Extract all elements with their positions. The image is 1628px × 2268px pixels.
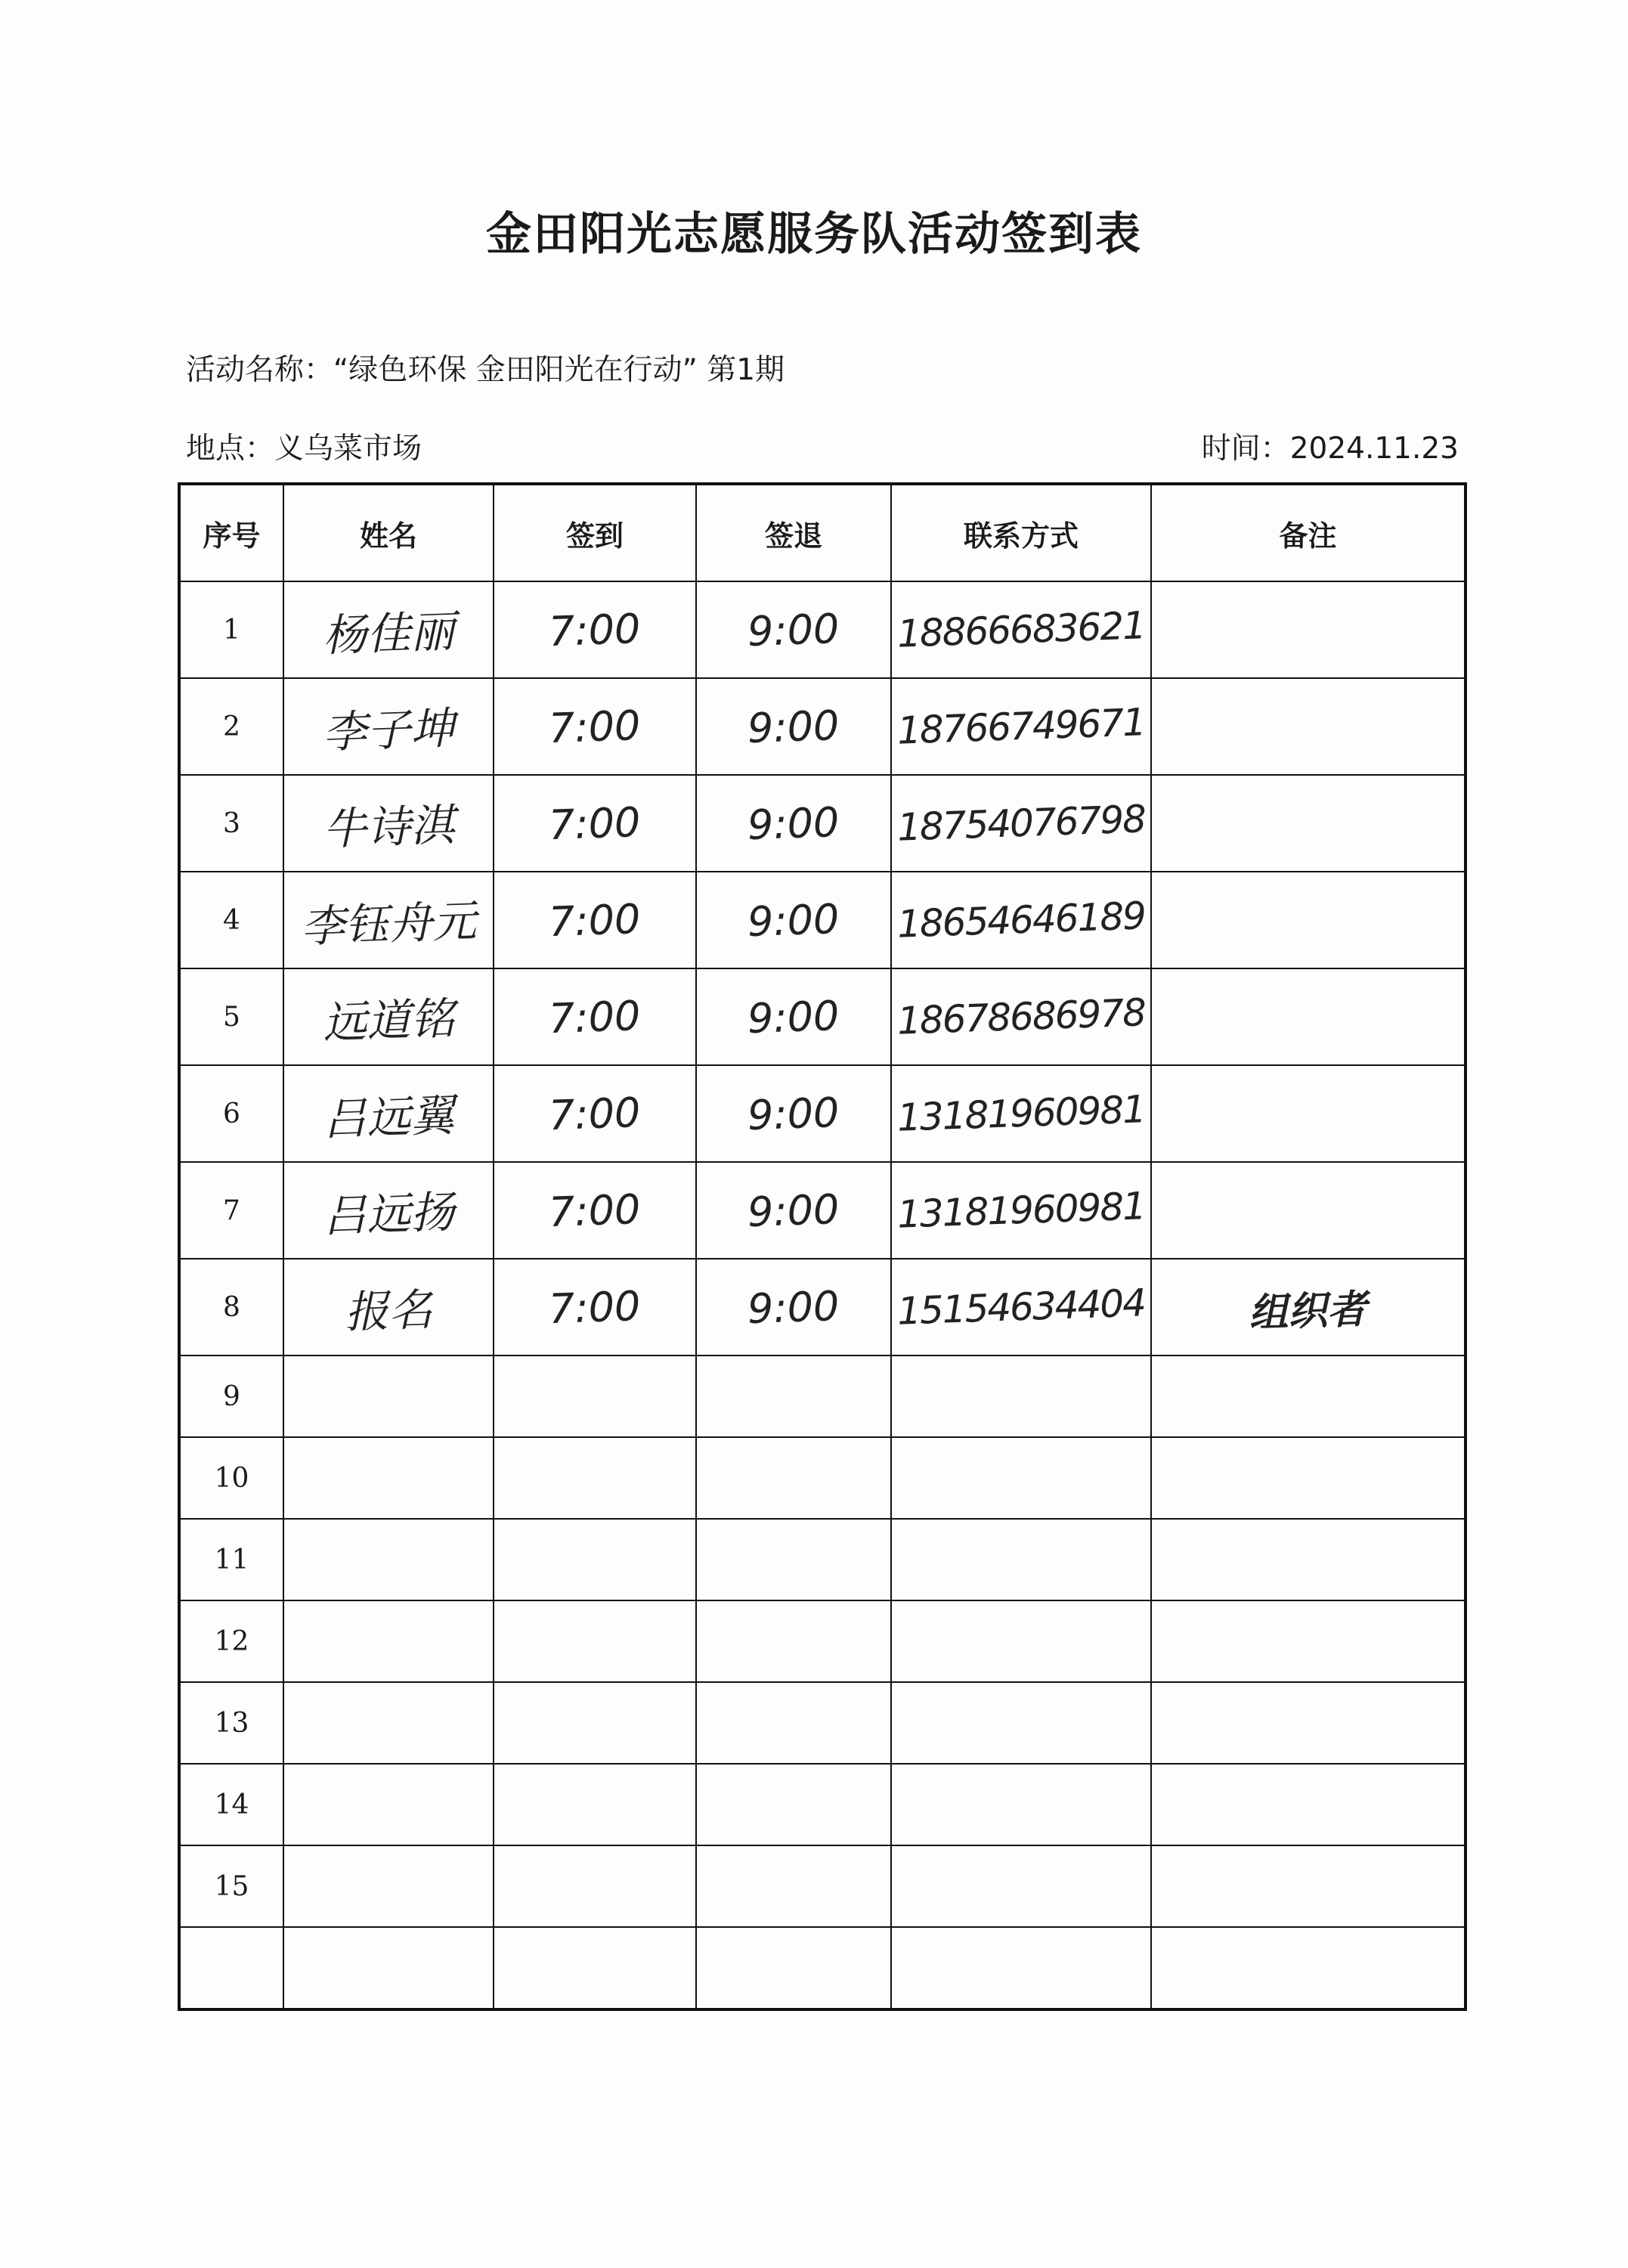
- table-row: [179, 968, 1466, 1065]
- cell-name-text: 报名: [344, 1283, 434, 1339]
- cell-sign-out-text: 9:00: [747, 798, 840, 849]
- cell-sign-in: [494, 1764, 696, 1845]
- cell-seq: [179, 1682, 283, 1764]
- cell-sign-in: [494, 1259, 696, 1356]
- table-row: [179, 1519, 1466, 1600]
- cell-contact: [891, 1764, 1151, 1845]
- cell-sign-in-text: 7:00: [548, 701, 642, 752]
- cell-sign-in: [494, 1927, 696, 2009]
- cell-seq-text: 11: [214, 1544, 249, 1576]
- time-label: 时间：: [1201, 432, 1290, 466]
- cell-sign-out: [696, 1162, 891, 1259]
- cell-name: [283, 1519, 494, 1600]
- cell-name: [283, 1065, 494, 1162]
- cell-name: [283, 1356, 494, 1437]
- cell-sign-out-text: 9:00: [747, 1088, 840, 1139]
- header-name: 姓名: [283, 484, 494, 581]
- cell-contact-text: 13181960981: [896, 1087, 1146, 1140]
- cell-note: [1151, 872, 1466, 968]
- sign-in-table: [178, 482, 1467, 2011]
- cell-contact: [891, 1519, 1151, 1600]
- cell-contact-text: 15154634404: [896, 1281, 1146, 1334]
- activity-label: 活动名称：: [186, 353, 334, 387]
- cell-name: [283, 968, 494, 1065]
- cell-contact: [891, 968, 1151, 1065]
- cell-contact: [891, 1437, 1151, 1519]
- cell-note: [1151, 1682, 1466, 1764]
- cell-name-text: 李钰舟元: [300, 894, 478, 953]
- cell-note: [1151, 775, 1466, 872]
- table-row: [179, 1162, 1466, 1259]
- cell-contact: [891, 678, 1151, 775]
- cell-name: [283, 1682, 494, 1764]
- cell-note: [1151, 678, 1466, 775]
- cell-seq-text: 10: [214, 1462, 249, 1494]
- cell-seq-text: 15: [214, 1870, 249, 1902]
- time-line: [1202, 425, 1459, 467]
- cell-sign-out: [696, 1764, 891, 1845]
- cell-note: [1151, 1764, 1466, 1845]
- cell-seq-text: 12: [214, 1625, 249, 1657]
- cell-sign-out: [696, 1437, 891, 1519]
- cell-contact: [891, 1927, 1151, 2009]
- header-contact: 联系方式: [891, 484, 1151, 581]
- cell-contact: [891, 1600, 1151, 1682]
- cell-sign-in: [494, 968, 696, 1065]
- cell-seq: [179, 1065, 283, 1162]
- table-row: [179, 1437, 1466, 1519]
- cell-contact-text: 18754076798: [896, 797, 1146, 850]
- cell-seq: [179, 1162, 283, 1259]
- cell-name: [283, 1845, 494, 1927]
- cell-sign-in: [494, 1162, 696, 1259]
- cell-note: [1151, 1162, 1466, 1259]
- cell-sign-in-text: 7:00: [548, 1185, 642, 1236]
- cell-sign-out: [696, 872, 891, 968]
- cell-contact: [891, 872, 1151, 968]
- cell-seq-text: 6: [223, 1098, 240, 1129]
- header-row: [179, 484, 1466, 581]
- table-row: [179, 1356, 1466, 1437]
- table-row: [179, 1927, 1466, 2009]
- cell-sign-out: [696, 1356, 891, 1437]
- cell-name: [283, 1764, 494, 1845]
- cell-sign-out: [696, 1600, 891, 1682]
- cell-note-text: 组织者: [1248, 1286, 1368, 1337]
- cell-sign-in: [494, 678, 696, 775]
- cell-note: [1151, 1519, 1466, 1600]
- cell-name: [283, 678, 494, 775]
- cell-sign-in: [494, 1065, 696, 1162]
- cell-name: [283, 775, 494, 872]
- cell-note: [1151, 968, 1466, 1065]
- cell-sign-in-text: 7:00: [548, 991, 642, 1043]
- table-row: [179, 1845, 1466, 1927]
- cell-name: [283, 1259, 494, 1356]
- cell-sign-out-text: 9:00: [747, 991, 840, 1043]
- cell-sign-out-text: 9:00: [747, 1185, 840, 1236]
- header-sign-out: 签退: [696, 484, 891, 581]
- cell-name: [283, 872, 494, 968]
- cell-sign-in: [494, 581, 696, 678]
- cell-sign-in: [494, 1600, 696, 1682]
- cell-seq: [179, 775, 283, 872]
- table-row: [179, 775, 1466, 872]
- cell-sign-out-text: 9:00: [747, 1281, 840, 1333]
- cell-name: [283, 1927, 494, 2009]
- table-row: [179, 1764, 1466, 1845]
- cell-name-text: 吕远扬: [322, 1185, 456, 1243]
- cell-contact: [891, 1845, 1151, 1927]
- cell-contact: [891, 1259, 1151, 1356]
- cell-sign-in: [494, 775, 696, 872]
- cell-name: [283, 1600, 494, 1682]
- cell-contact-text: 18866683621: [896, 603, 1146, 656]
- table-row: [179, 581, 1466, 678]
- cell-seq: [179, 1845, 283, 1927]
- cell-sign-out: [696, 968, 891, 1065]
- cell-seq: [179, 1259, 283, 1356]
- cell-note: [1151, 1259, 1466, 1356]
- time-value: 2024.11.23: [1289, 432, 1459, 466]
- cell-contact: [891, 1162, 1151, 1259]
- cell-sign-out-text: 9:00: [747, 701, 840, 752]
- cell-contact-text: 18678686978: [896, 990, 1146, 1043]
- cell-seq-text: 7: [223, 1194, 240, 1226]
- cell-sign-out-text: 9:00: [747, 604, 840, 655]
- table-row: [179, 1682, 1466, 1764]
- table-row: [179, 678, 1466, 775]
- cell-name: [283, 1162, 494, 1259]
- cell-sign-out: [696, 1927, 891, 2009]
- cell-seq: [179, 678, 283, 775]
- cell-sign-out: [696, 1065, 891, 1162]
- cell-contact: [891, 1356, 1151, 1437]
- cell-sign-out: [696, 581, 891, 678]
- activity-value: “绿色环保 金田阳光在行动” 第1期: [333, 353, 785, 387]
- table-row: [179, 1259, 1466, 1356]
- cell-name: [283, 581, 494, 678]
- cell-contact-text: 18766749671: [896, 700, 1146, 753]
- cell-seq-text: 4: [223, 904, 240, 936]
- cell-seq: [179, 581, 283, 678]
- cell-seq: [179, 1927, 283, 2009]
- cell-sign-in-text: 7:00: [548, 1088, 642, 1139]
- cell-seq: [179, 1356, 283, 1437]
- cell-contact: [891, 581, 1151, 678]
- cell-seq: [179, 1600, 283, 1682]
- cell-seq: [179, 1519, 283, 1600]
- cell-contact: [891, 1682, 1151, 1764]
- place-line: [186, 425, 422, 467]
- cell-seq-text: 1: [223, 614, 240, 646]
- cell-sign-in-text: 7:00: [548, 604, 642, 655]
- cell-seq: [179, 968, 283, 1065]
- cell-sign-in-text: 7:00: [548, 894, 642, 946]
- cell-sign-out: [696, 678, 891, 775]
- cell-sign-in: [494, 1682, 696, 1764]
- cell-sign-out: [696, 775, 891, 872]
- cell-contact: [891, 1065, 1151, 1162]
- cell-note: [1151, 581, 1466, 678]
- cell-sign-in-text: 7:00: [548, 1281, 642, 1333]
- place-label: 地点：: [186, 432, 275, 466]
- cell-sign-in: [494, 1845, 696, 1927]
- place-value: 义乌菜市场: [274, 432, 422, 466]
- cell-seq: [179, 1764, 283, 1845]
- header-seq: 序号: [179, 484, 283, 581]
- cell-sign-out: [696, 1682, 891, 1764]
- cell-sign-in: [494, 1519, 696, 1600]
- cell-sign-out: [696, 1259, 891, 1356]
- cell-seq-text: 3: [223, 807, 240, 839]
- header-sign-in: 签到: [494, 484, 696, 581]
- table-row: [179, 872, 1466, 968]
- cell-note: [1151, 1600, 1466, 1682]
- header-note: 备注: [1151, 484, 1466, 581]
- cell-name-text: 牛诗淇: [322, 798, 456, 856]
- cell-contact-text: 18654646189: [896, 894, 1146, 947]
- cell-note: [1151, 1437, 1466, 1519]
- cell-seq: [179, 1437, 283, 1519]
- cell-sign-in: [494, 1356, 696, 1437]
- activity-line: [186, 346, 785, 389]
- cell-sign-out-text: 9:00: [747, 894, 840, 946]
- cell-name-text: 吕远翼: [322, 1089, 456, 1146]
- cell-seq-text: 2: [223, 711, 240, 742]
- cell-name-text: 李子坤: [322, 702, 456, 759]
- cell-sign-in: [494, 872, 696, 968]
- cell-sign-in: [494, 1437, 696, 1519]
- cell-seq-text: 9: [223, 1380, 240, 1412]
- cell-sign-out: [696, 1519, 891, 1600]
- cell-seq-text: 8: [223, 1291, 240, 1323]
- cell-name: [283, 1437, 494, 1519]
- cell-seq-text: 13: [214, 1707, 249, 1739]
- table-row: [179, 1065, 1466, 1162]
- cell-note: [1151, 1927, 1466, 2009]
- cell-sign-out: [696, 1845, 891, 1927]
- sheet-title: 金田阳光志愿服务队活动签到表: [486, 208, 1142, 261]
- cell-contact: [891, 775, 1151, 872]
- cell-note: [1151, 1356, 1466, 1437]
- cell-seq-text: 14: [214, 1789, 249, 1820]
- cell-name-text: 远道铭: [322, 992, 456, 1049]
- cell-seq: [179, 872, 283, 968]
- table-row: [179, 1600, 1466, 1682]
- cell-sign-in-text: 7:00: [548, 798, 642, 849]
- cell-note: [1151, 1065, 1466, 1162]
- cell-note: [1151, 1845, 1466, 1927]
- cell-name-text: 杨佳丽: [322, 605, 456, 662]
- cell-contact-text: 13181960981: [896, 1184, 1146, 1237]
- cell-seq-text: 5: [223, 1001, 240, 1033]
